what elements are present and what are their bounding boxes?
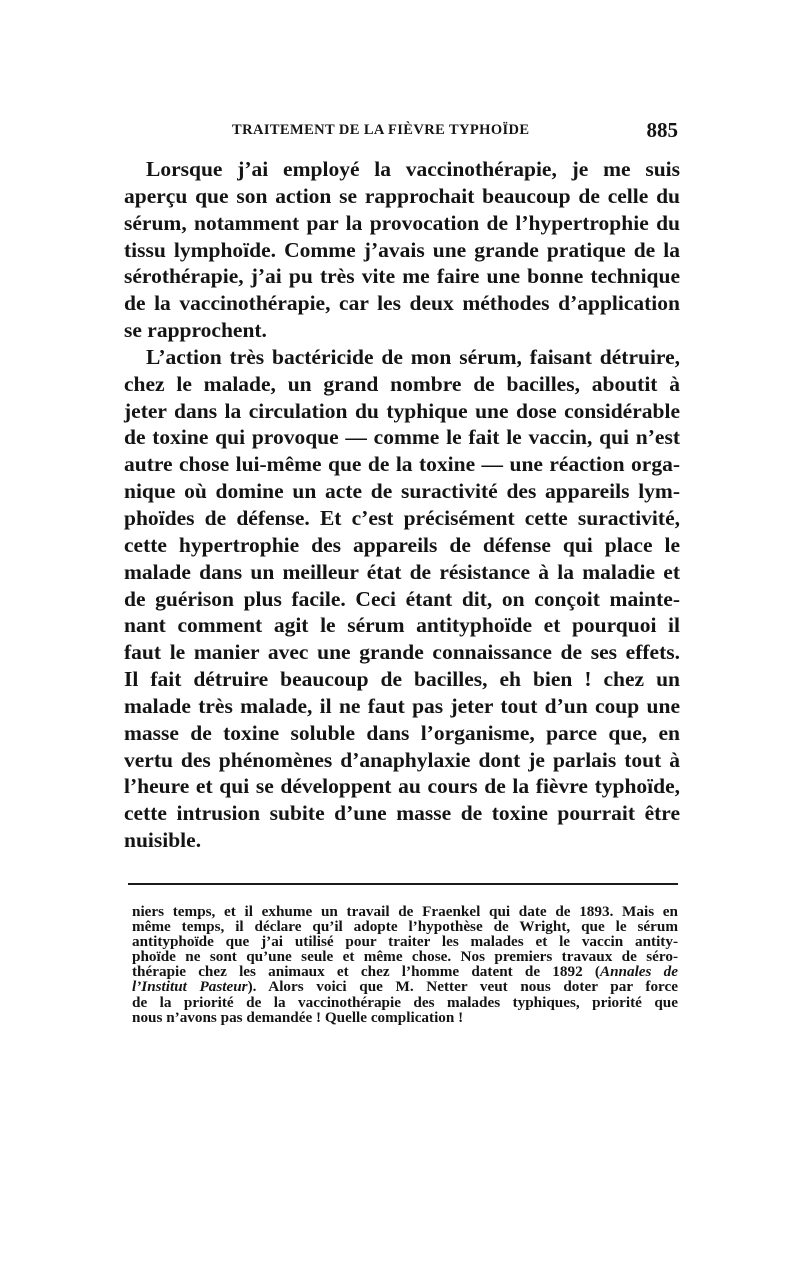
text-line: sérothérapie, j’ai pu très vite me faire une bonne technique [124, 264, 680, 289]
footnote-line: de la priorité de la vaccinothérapie des malades typhiques, priorité que [132, 993, 678, 1011]
footnote-line: niers temps, et il exhume un travail de Fraenkel qui date de 1893. Mais en [132, 903, 678, 920]
footnote-line [132, 979, 678, 994]
footnote [132, 904, 678, 1025]
footnote-text: thérapie chez les animaux et chez l’homme datent de 1892 ( [132, 963, 600, 981]
journal-title: Annales de [599, 963, 678, 981]
paragraph [124, 156, 680, 344]
running-head: TRAITEMENT DE LA FIÈVRE TYPHOÏDE [232, 122, 530, 138]
text-line: malade très malade, il ne faut pas jeter tout d’un coup une [124, 693, 680, 718]
text-line: nique où domine un acte de suractivité des appareils lym- [124, 479, 680, 504]
text-line: aperçu que son action se rapprochait beaucoup de celle du [124, 183, 680, 208]
text-line: sérum, notamment par la provocation de l’hypertrophie du [124, 210, 680, 235]
footnote-line: nous n’avons pas demandée ! Quelle complication ! [132, 1008, 464, 1026]
text-line: tissu lymphoïde. Comme j’avais une grande pratique de la [124, 237, 680, 262]
text-line: nant comment agit le sérum antityphoïde et pourquoi il [124, 613, 680, 638]
text-line: L’action très bactéricide de mon sérum, faisant détruire, [146, 344, 680, 369]
text-line: jeter dans la circulation du typhique une dose considérable [124, 398, 680, 423]
text-line: faut le manier avec une grande connaissance de ses effets. [124, 640, 680, 665]
main-text [124, 156, 680, 854]
text-line: autre chose lui-même que de la toxine — une réaction orga- [124, 452, 680, 477]
text-line: Lorsque j’ai employé la vaccinothérapie, je me suis [146, 157, 680, 181]
footnote-line: même temps, il déclare qu’il adopte l’hypothèse de Wright, que le sérum [132, 918, 678, 936]
text-line: cette hypertrophie des appareils de défense qui place le [124, 532, 680, 557]
text-line: chez le malade, un grand nombre de bacilles, aboutit à [124, 371, 680, 396]
page-number: 885 [646, 118, 678, 142]
text-line: cette intrusion subite d’une masse de toxine pourrait être [124, 801, 680, 826]
footnote-line: antityphoïde que j’ai utilisé pour traiter les malades et le vaccin antity- [132, 933, 678, 951]
text-line: Il fait détruire beaucoup de bacilles, eh bien ! chez un [124, 667, 680, 692]
text-line: masse de toxine soluble dans l’organisme, parce que, en [124, 720, 680, 745]
text-line: malade dans un meilleur état de résistance à la maladie et [124, 559, 680, 584]
text-line: de toxine qui provoque — comme le fait le vaccin, qui n’est [124, 425, 680, 450]
footnote-line [132, 964, 678, 979]
text-line: vertu des phénomènes d’anaphylaxie dont je parlais tout à [124, 747, 680, 772]
text-line: de guérison plus facile. Ceci étant dit, on conçoit mainte- [124, 586, 680, 611]
text-line: phoïdes de défense. Et c’est précisément cette suractivité, [124, 505, 680, 530]
text-line: nuisible. [124, 828, 202, 853]
page-header [124, 118, 680, 148]
text-line: se rapprochent. [124, 318, 267, 343]
footnote-text: ). Alors voici que M. Netter veut nous doter par force [247, 978, 679, 996]
journal-title: l’Institut Pasteur [132, 978, 248, 996]
paragraph [124, 344, 680, 854]
text-line: l’heure et qui se développent au cours de la fièvre typhoïde, [124, 774, 680, 799]
text-line: de la vaccinothérapie, car les deux méthodes d’application [124, 291, 680, 316]
footnote-line: phoïde ne sont qu’une seule et même chose. Nos premiers travaux de séro- [132, 948, 678, 966]
footnote-divider [128, 883, 678, 885]
